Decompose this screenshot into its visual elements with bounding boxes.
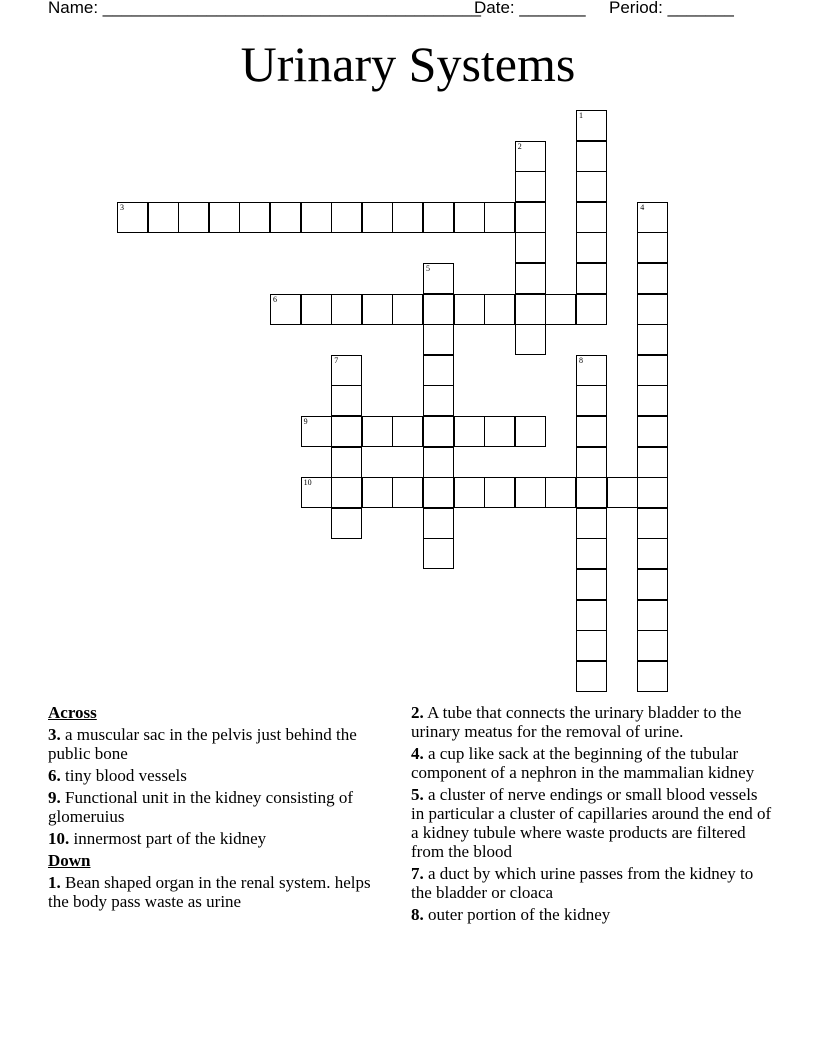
crossword-cell[interactable] <box>576 569 607 600</box>
crossword-cell[interactable] <box>331 202 362 233</box>
clue-across-10: 10. innermost part of the kidney <box>48 829 267 848</box>
clue-number: 9 <box>303 417 308 426</box>
crossword-cell[interactable] <box>637 263 668 294</box>
crossword-cell[interactable] <box>301 477 332 508</box>
crossword-cell[interactable] <box>637 508 668 539</box>
crossword-cell[interactable] <box>576 508 607 539</box>
name-field-label: Name: ________________________________________ <box>48 0 481 17</box>
crossword-cell[interactable] <box>545 294 576 325</box>
clue-across-9: 9. Functional unit in the kidney consisting of glomeruius <box>48 788 354 826</box>
crossword-cell[interactable] <box>576 447 607 478</box>
crossword-cell[interactable] <box>362 294 393 325</box>
crossword-cell[interactable] <box>637 385 668 416</box>
crossword-cell[interactable] <box>454 477 485 508</box>
crossword-cell[interactable] <box>576 538 607 569</box>
clue-number: 6 <box>273 294 277 304</box>
crossword-cell[interactable] <box>392 294 423 325</box>
crossword-cell[interactable] <box>637 447 668 478</box>
crossword-cell[interactable] <box>331 355 362 386</box>
crossword-cell[interactable] <box>454 202 485 233</box>
crossword-cell[interactable] <box>117 202 148 233</box>
clue-number: 10 <box>303 478 312 488</box>
crossword-cell[interactable] <box>576 661 607 692</box>
crossword-cell[interactable] <box>637 661 668 692</box>
crossword-cell[interactable] <box>423 355 454 386</box>
crossword-cell[interactable] <box>392 477 423 508</box>
crossword-cell[interactable] <box>576 416 607 447</box>
crossword-cell[interactable] <box>423 385 454 416</box>
crossword-cell[interactable] <box>576 294 607 325</box>
crossword-cell[interactable] <box>576 202 607 233</box>
crossword-cell[interactable] <box>484 202 515 233</box>
crossword-cell[interactable] <box>576 171 607 202</box>
crossword-cell[interactable] <box>637 630 668 661</box>
crossword-cell[interactable] <box>576 385 607 416</box>
crossword-cell[interactable] <box>423 508 454 539</box>
crossword-cell[interactable] <box>331 508 362 539</box>
clue-number: 7 <box>334 355 339 365</box>
crossword-cell[interactable] <box>515 294 546 325</box>
crossword-cell[interactable] <box>576 263 607 294</box>
clue-number: 1 <box>579 111 583 120</box>
crossword-cell[interactable] <box>576 477 607 508</box>
clue-number: 8 <box>579 355 583 365</box>
clue-number: 2 <box>517 141 522 151</box>
crossword-cell[interactable] <box>423 324 454 355</box>
crossword-cell[interactable] <box>423 294 454 325</box>
period-field-label: Period: _______ <box>609 0 734 17</box>
crossword-cell[interactable] <box>362 416 393 447</box>
crossword-cell[interactable] <box>209 202 240 233</box>
crossword-cell[interactable] <box>515 171 546 202</box>
crossword-cell[interactable] <box>515 263 546 294</box>
crossword-cell[interactable] <box>148 202 179 233</box>
clue-across-6: 6. tiny blood vessels <box>48 766 187 785</box>
crossword-cell[interactable] <box>362 477 393 508</box>
crossword-cell[interactable] <box>637 416 668 447</box>
clue-down-1: 1. Bean shaped organ in the renal system. helps the body pass waste as urine <box>48 873 371 911</box>
down-heading: Down <box>48 851 91 870</box>
crossword-cell[interactable] <box>331 447 362 478</box>
date-field-label: Date: _______ <box>474 0 586 17</box>
crossword-cell[interactable] <box>454 416 485 447</box>
crossword-cell[interactable] <box>392 202 423 233</box>
crossword-cell[interactable] <box>515 324 546 355</box>
crossword-cell[interactable] <box>515 202 546 233</box>
crossword-cell[interactable] <box>637 538 668 569</box>
crossword-cell[interactable] <box>576 630 607 661</box>
crossword-cell[interactable] <box>576 355 607 386</box>
crossword-cell[interactable] <box>576 110 607 141</box>
clue-column-left <box>48 703 378 914</box>
crossword-cell[interactable] <box>331 477 362 508</box>
crossword-cell[interactable] <box>178 202 209 233</box>
crossword-cell[interactable] <box>423 538 454 569</box>
crossword-cell[interactable] <box>423 416 454 447</box>
crossword-cell[interactable] <box>454 294 485 325</box>
clue-down-4: 4. a cup like sack at the beginning of the tubular component of a nephron in the mammalian kidney <box>411 744 755 782</box>
crossword-cell[interactable] <box>392 416 423 447</box>
crossword-cell[interactable] <box>637 294 668 325</box>
clue-number: 3 <box>120 202 124 212</box>
crossword-cell[interactable] <box>239 202 270 233</box>
clue-number: 4 <box>640 202 645 212</box>
crossword-cell[interactable] <box>545 477 576 508</box>
crossword-cell[interactable] <box>637 355 668 386</box>
crossword-cell[interactable] <box>637 600 668 631</box>
crossword-cell[interactable] <box>331 294 362 325</box>
crossword-cell[interactable] <box>301 202 332 233</box>
crossword-cell[interactable] <box>576 600 607 631</box>
clue-down-2: 2. A tube that connects the urinary bladder to the urinary meatus for the removal of urine. <box>411 703 742 741</box>
crossword-cell[interactable] <box>331 416 362 447</box>
crossword-cell[interactable] <box>423 447 454 478</box>
crossword-cell[interactable] <box>576 232 607 263</box>
crossword-cell[interactable] <box>423 263 454 294</box>
crossword-cell[interactable] <box>484 294 515 325</box>
clue-down-5: 5. a cluster of nerve endings or small blood vessels in particular a cluster of capillaries around the end of a kidney tubule where waste products are filtered from the blood <box>411 785 772 861</box>
crossword-cell[interactable] <box>484 477 515 508</box>
crossword-cell[interactable] <box>637 232 668 263</box>
crossword-cell[interactable] <box>362 202 393 233</box>
crossword-cell[interactable] <box>423 477 454 508</box>
crossword-cell[interactable] <box>515 141 546 172</box>
crossword-cell[interactable] <box>515 416 546 447</box>
crossword-cell[interactable] <box>423 202 454 233</box>
clue-column-right <box>411 703 773 927</box>
crossword-cell[interactable] <box>270 202 301 233</box>
crossword-cell[interactable] <box>301 416 332 447</box>
clue-number: 5 <box>426 264 430 273</box>
crossword-cell[interactable] <box>637 202 668 233</box>
crossword-cell[interactable] <box>515 232 546 263</box>
crossword-cell[interactable] <box>331 385 362 416</box>
crossword-cell[interactable] <box>637 477 668 508</box>
crossword-cell[interactable] <box>637 324 668 355</box>
crossword-cell[interactable] <box>607 477 638 508</box>
crossword-cell[interactable] <box>301 294 332 325</box>
crossword-cell[interactable] <box>484 416 515 447</box>
clue-across-3: 3. a muscular sac in the pelvis just behind the public bone <box>48 725 357 763</box>
crossword-cell[interactable] <box>270 294 301 325</box>
across-heading: Across <box>48 703 97 722</box>
page-title: Urinary Systems <box>240 36 576 92</box>
crossword-cell[interactable] <box>576 141 607 172</box>
clue-down-7: 7. a duct by which urine passes from the kidney to the bladder or cloaca <box>411 864 754 902</box>
crossword-cell[interactable] <box>637 569 668 600</box>
clue-down-8: 8. outer portion of the kidney <box>411 905 611 924</box>
crossword-cell[interactable] <box>515 477 546 508</box>
